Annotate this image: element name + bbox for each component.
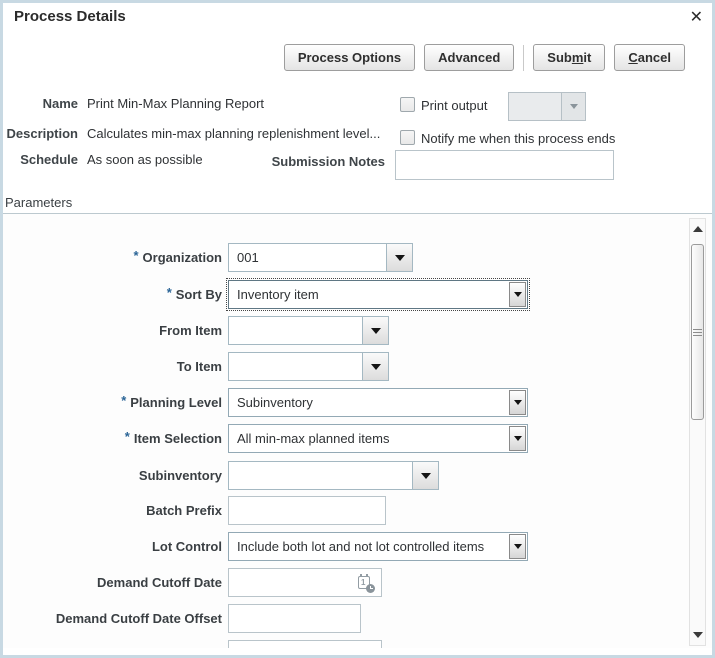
required-marker: * xyxy=(166,285,172,300)
organization-dropdown-button[interactable] xyxy=(386,244,412,271)
cancel-button[interactable]: C ancel xyxy=(614,44,685,71)
organization-value: 001 xyxy=(237,250,259,265)
lot-control-label: Lot Control xyxy=(151,539,222,554)
clock-icon xyxy=(366,584,375,593)
demand-cutoff-date-offset-label: Demand Cutoff Date Offset xyxy=(55,611,222,626)
sort-by-value: Inventory item xyxy=(237,287,319,302)
dropdown-arrow-icon xyxy=(421,473,431,479)
advanced-button[interactable]: Advanced xyxy=(424,44,514,71)
description-value: Calculates min-max planning replenishment level... xyxy=(87,126,381,141)
print-output-checkbox[interactable] xyxy=(400,97,415,112)
demand-cutoff-date-input[interactable] xyxy=(229,569,358,596)
from-item-dropdown[interactable] xyxy=(228,316,389,345)
param-row-demand-cutoff-date-offset xyxy=(3,604,712,633)
param-row-organization xyxy=(3,243,712,272)
date-picker-icon[interactable]: 1 xyxy=(358,575,375,591)
schedule-label: Schedule xyxy=(20,152,78,167)
print-output-label: Print output xyxy=(421,98,488,113)
scroll-up-button[interactable] xyxy=(690,223,705,235)
description-label: Description xyxy=(6,126,78,141)
schedule-value: As soon as possible xyxy=(87,152,203,167)
to-item-label: To Item xyxy=(176,359,222,374)
close-icon[interactable]: ✕ xyxy=(689,9,703,26)
param-row-demand-cutoff-date xyxy=(3,568,712,597)
dropdown-arrow-icon xyxy=(570,104,578,109)
dropdown-arrow-icon xyxy=(514,544,522,549)
param-row-subinventory xyxy=(3,461,712,490)
parameters-section-label: Parameters xyxy=(5,195,73,210)
batch-prefix-input[interactable] xyxy=(228,496,386,525)
sort-by-dropdown[interactable] xyxy=(228,280,528,309)
scrollbar[interactable] xyxy=(689,218,706,646)
from-item-value xyxy=(229,317,362,344)
required-marker: * xyxy=(121,393,127,408)
to-item-dropdown[interactable] xyxy=(228,352,389,381)
toolbar xyxy=(284,44,685,71)
to-item-dropdown-button[interactable] xyxy=(362,353,388,380)
dropdown-arrow-icon xyxy=(371,364,381,370)
param-row-batch-prefix xyxy=(3,496,712,525)
lot-control-dropdown[interactable] xyxy=(228,532,528,561)
to-item-value xyxy=(229,353,362,380)
name-value: Print Min-Max Planning Report xyxy=(87,96,265,111)
parameters-panel xyxy=(3,214,712,648)
required-marker: * xyxy=(124,429,130,444)
lot-control-dropdown-button[interactable] xyxy=(509,534,526,559)
organization-label: Organization xyxy=(142,250,222,265)
planning-level-dropdown[interactable] xyxy=(228,388,528,417)
scroll-down-icon xyxy=(693,632,703,638)
param-row-planning-level xyxy=(3,388,712,417)
process-options-button[interactable]: Process Options xyxy=(284,44,415,71)
dropdown-arrow-icon xyxy=(514,292,522,297)
planning-level-value: Subinventory xyxy=(237,395,313,410)
param-row-from-item xyxy=(3,316,712,345)
subinventory-value xyxy=(229,462,412,489)
print-output-format-dropdown xyxy=(508,92,586,121)
dropdown-arrow-icon xyxy=(514,436,522,441)
print-output-format-value xyxy=(509,93,561,120)
batch-prefix-label: Batch Prefix xyxy=(146,503,222,518)
param-row-lot-control xyxy=(3,532,712,561)
from-item-dropdown-button[interactable] xyxy=(362,317,388,344)
item-selection-label: Item Selection xyxy=(133,431,222,446)
item-selection-dropdown[interactable] xyxy=(228,424,528,453)
scroll-up-icon xyxy=(693,226,703,232)
page-title: Process Details xyxy=(14,8,126,25)
demand-cutoff-date-offset-input[interactable] xyxy=(228,604,361,633)
param-row-item-selection xyxy=(3,424,712,453)
partial-input[interactable] xyxy=(228,640,382,648)
submission-notes-label: Submission Notes xyxy=(271,154,385,169)
param-row-partial xyxy=(3,640,712,648)
param-row-to-item xyxy=(3,352,712,381)
button-divider xyxy=(523,45,524,71)
item-selection-value: All min-max planned items xyxy=(237,431,390,446)
scroll-down-button[interactable] xyxy=(690,629,705,641)
dropdown-arrow-icon xyxy=(395,255,405,261)
submission-notes-input[interactable] xyxy=(395,150,614,180)
demand-cutoff-date-label: Demand Cutoff Date xyxy=(97,575,222,590)
print-output-dropdown-button xyxy=(561,93,585,120)
lot-control-value: Include both lot and not lot controlled items xyxy=(237,539,485,554)
notify-checkbox[interactable] xyxy=(400,130,415,145)
dropdown-arrow-icon xyxy=(371,328,381,334)
required-marker: * xyxy=(133,248,139,263)
planning-level-dropdown-button[interactable] xyxy=(509,390,526,415)
organization-dropdown[interactable] xyxy=(228,243,413,272)
sort-by-dropdown-button[interactable] xyxy=(509,282,526,307)
subinventory-dropdown-button[interactable] xyxy=(412,462,438,489)
scrollbar-grip-icon xyxy=(693,329,702,336)
item-selection-dropdown-button[interactable] xyxy=(509,426,526,451)
submit-button[interactable]: Sub m it xyxy=(533,44,605,71)
dropdown-arrow-icon xyxy=(514,400,522,405)
scrollbar-thumb[interactable] xyxy=(691,244,704,420)
sort-by-label: Sort By xyxy=(175,287,222,302)
subinventory-dropdown[interactable] xyxy=(228,461,439,490)
from-item-label: From Item xyxy=(159,323,222,338)
param-row-sort-by xyxy=(3,280,712,309)
demand-cutoff-date-field xyxy=(228,568,382,597)
planning-level-label: Planning Level xyxy=(130,395,222,410)
subinventory-label: Subinventory xyxy=(138,468,222,483)
name-label: Name xyxy=(42,96,78,111)
notify-label: Notify me when this process ends xyxy=(421,131,616,146)
